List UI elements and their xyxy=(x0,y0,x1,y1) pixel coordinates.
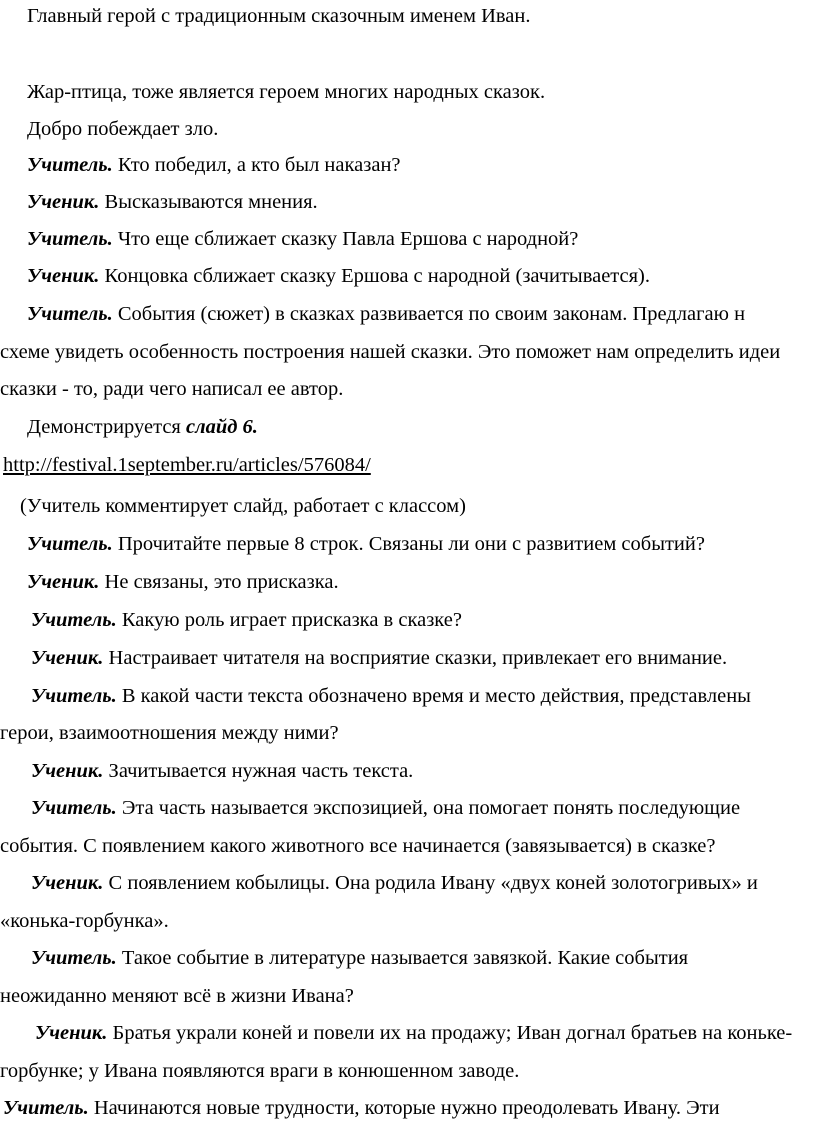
dialogue-continuation: неожиданно меняют всё в жизни Ивана? xyxy=(0,985,354,1007)
speaker-label: Учитель. xyxy=(31,797,117,819)
dialogue-text: Какую роль играет присказка в сказке? xyxy=(116,609,462,631)
speaker-label: Учитель. xyxy=(27,228,113,250)
dialogue-continuation: сказки - то, ради чего написал ее автор. xyxy=(0,378,344,400)
paragraph-firebird: Жар-птица, тоже является героем многих народных сказок. xyxy=(27,81,546,103)
slide-demo-emph: слайд 6. xyxy=(185,416,258,438)
speaker-label: Ученик. xyxy=(31,872,104,894)
teacher-note: (Учитель комментирует слайд, работает с классом) xyxy=(20,495,466,517)
dialogue-text: Такое событие в литературе называется завязкой. Какие события xyxy=(116,947,689,969)
dialogue-text: Эта часть называется экспозицией, она помогает понять последующие xyxy=(116,797,741,819)
dialogue-text: Зачитывается нужная часть текста. xyxy=(103,760,414,782)
dialogue-continuation: схеме увидеть особенность построения нашей сказки. Это поможет нам определить идеи xyxy=(0,341,781,363)
dialogue-text: С появлением кобылицы. Она родила Ивану «двух коней золотогривых» и xyxy=(103,872,758,894)
speaker-label: Учитель. xyxy=(27,154,113,176)
dialogue-line xyxy=(27,153,401,177)
dialogue-text: Что еще сближает сказку Павла Ершова с народной? xyxy=(112,228,579,250)
dialogue-line xyxy=(31,871,758,895)
slide-demo-line xyxy=(27,415,258,439)
dialogue-line xyxy=(31,608,462,632)
dialogue-continuation: горбунке; у Ивана появляются враги в конюшенном заводе. xyxy=(0,1060,520,1082)
dialogue-text: Начинаются новые трудности, которые нужно преодолевать Ивану. Эти xyxy=(88,1097,720,1119)
speaker-label: Учитель. xyxy=(31,685,117,707)
speaker-label: Учитель. xyxy=(27,533,113,555)
dialogue-line xyxy=(31,646,727,670)
speaker-label: Учитель. xyxy=(27,303,113,325)
dialogue-line xyxy=(31,796,740,820)
dialogue-text: Настраивает читателя на восприятие сказки, привлекает его внимание. xyxy=(103,647,728,669)
dialogue-continuation: события. С появлением какого животного все начинается (завязывается) в сказке? xyxy=(0,835,716,857)
dialogue-continuation: герои, взаимоотношения между ними? xyxy=(0,722,339,744)
speaker-label: Учитель. xyxy=(31,609,117,631)
slide-demo-prefix: Демонстрируется xyxy=(27,416,186,438)
speaker-label: Ученик. xyxy=(27,265,100,287)
source-link-line xyxy=(3,453,371,477)
speaker-label: Ученик. xyxy=(35,1022,108,1044)
source-link[interactable]: http://festival.1september.ru/articles/576084/ xyxy=(3,454,371,476)
dialogue-line xyxy=(27,227,578,251)
dialogue-text: Братья украли коней и повели их на продажу; Иван догнал братьев на коньке- xyxy=(107,1022,793,1044)
dialogue-text: События (сюжет) в сказках развивается по своим законам. Предлагаю н xyxy=(112,303,746,325)
speaker-label: Ученик. xyxy=(27,191,100,213)
dialogue-continuation: «конька-горбунка». xyxy=(0,910,169,932)
paragraph-good-evil: Добро побеждает зло. xyxy=(27,118,219,140)
dialogue-line xyxy=(31,759,413,783)
dialogue-text: В какой части текста обозначено время и место действия, представлены xyxy=(116,685,751,707)
dialogue-line xyxy=(35,1021,792,1045)
dialogue-line xyxy=(3,1096,720,1120)
dialogue-line xyxy=(27,532,705,556)
dialogue-line xyxy=(27,302,745,326)
dialogue-text: Концовка сближает сказку Ершова с народной (зачитывается). xyxy=(99,265,650,287)
dialogue-line xyxy=(27,190,318,214)
dialogue-text: Кто победил, а кто был наказан? xyxy=(112,154,401,176)
speaker-label: Ученик. xyxy=(31,760,104,782)
speaker-label: Ученик. xyxy=(27,571,100,593)
speaker-label: Ученик. xyxy=(31,647,104,669)
dialogue-text: Высказываются мнения. xyxy=(99,191,318,213)
dialogue-text: Не связаны, это присказка. xyxy=(99,571,339,593)
dialogue-line xyxy=(27,264,650,288)
dialogue-line xyxy=(31,946,688,970)
dialogue-line xyxy=(27,570,339,594)
paragraph-hero-ivan: Главный герой с традиционным сказочным именем Иван. xyxy=(27,5,531,27)
speaker-label: Учитель. xyxy=(3,1097,89,1119)
dialogue-line xyxy=(31,684,751,708)
speaker-label: Учитель. xyxy=(31,947,117,969)
dialogue-text: Прочитайте первые 8 строк. Связаны ли они с развитием событий? xyxy=(112,533,705,555)
